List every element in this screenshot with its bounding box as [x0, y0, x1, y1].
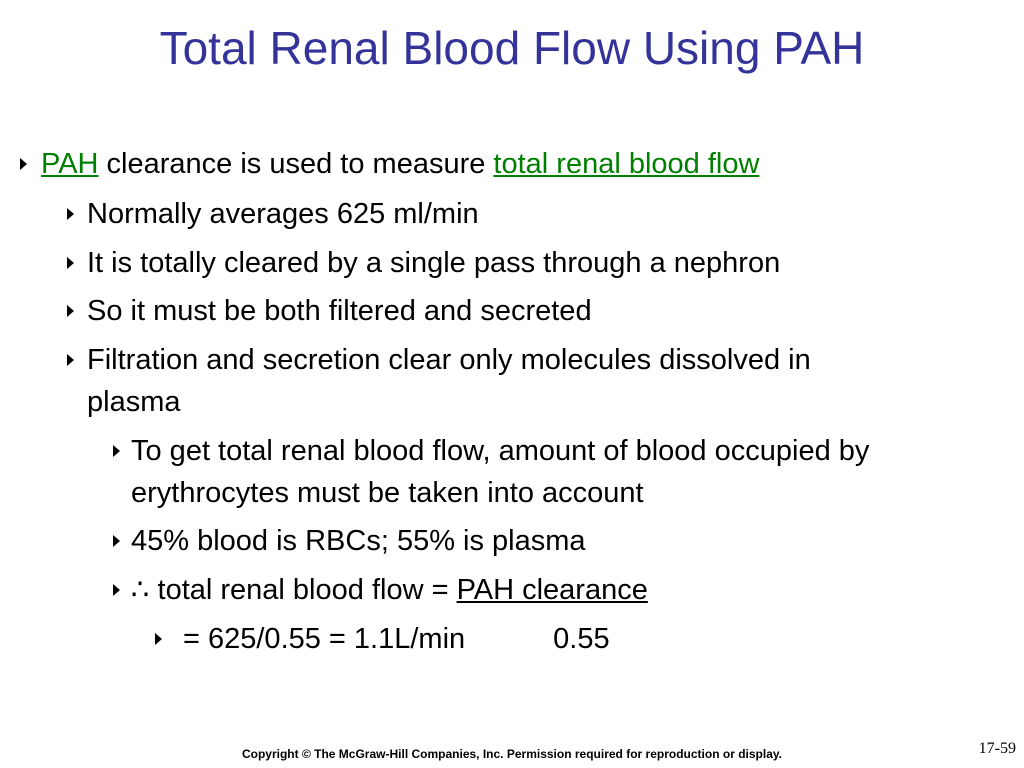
- bullet-text: So it must be both filtered and secreted: [87, 295, 592, 327]
- bullet-text-line2: plasma: [87, 386, 181, 418]
- bullet-arrow-icon: [67, 257, 74, 269]
- bullet-text-line1: To get total renal blood flow, amount of blood occupied by: [131, 435, 870, 467]
- bullet-filtered-secreted: [67, 290, 592, 332]
- bullet-arrow-icon: [67, 305, 74, 317]
- bullet-arrow-icon: [113, 535, 120, 547]
- total-renal-blood-flow-link[interactable]: total renal blood flow: [493, 148, 760, 180]
- formula-text: total renal blood flow =: [157, 574, 449, 606]
- bullet-text-line1: Filtration and secretion clear only molecules dissolved in: [87, 344, 811, 376]
- bullet-arrow-icon: [155, 633, 162, 645]
- bullet-text: clearance is used to measure: [106, 148, 486, 180]
- calculation-text: = 625/0.55 = 1.1L/min: [183, 623, 466, 655]
- bullet-filtration-secretion: [67, 339, 811, 423]
- bullet-pah-clearance: [20, 143, 759, 185]
- bullet-arrow-icon: [67, 208, 74, 220]
- bullet-calculation: [155, 618, 610, 660]
- bullet-rbc-plasma-percent: [113, 520, 586, 562]
- bullet-arrow-icon: [113, 584, 120, 596]
- bullet-totally-cleared: [67, 242, 780, 284]
- bullet-arrow-icon: [113, 445, 120, 457]
- bullet-text-line2: erythrocytes must be taken into account: [131, 477, 644, 509]
- bullet-arrow-icon: [20, 158, 27, 170]
- bullet-text: 45% blood is RBCs; 55% is plasma: [131, 525, 586, 557]
- therefore-symbol: ∴: [131, 574, 150, 606]
- bullet-arrow-icon: [67, 354, 74, 366]
- page-number: 17-59: [978, 740, 1016, 757]
- bullet-therefore-formula: [113, 569, 648, 611]
- bullet-text: It is totally cleared by a single pass through a nephron: [87, 247, 781, 279]
- formula-numerator: PAH clearance: [456, 574, 648, 606]
- bullet-total-renal-flow-rbc: [113, 430, 869, 514]
- copyright-notice: Copyright © The McGraw-Hill Companies, Inc. Permission required for reproduction or display.: [241, 747, 783, 761]
- pah-link[interactable]: PAH: [41, 148, 99, 180]
- bullet-normally-averages: [67, 193, 479, 235]
- slide-title: Total Renal Blood Flow Using PAH: [159, 22, 865, 74]
- formula-denominator: 0.55: [553, 623, 610, 655]
- bullet-text: Normally averages 625 ml/min: [87, 198, 479, 230]
